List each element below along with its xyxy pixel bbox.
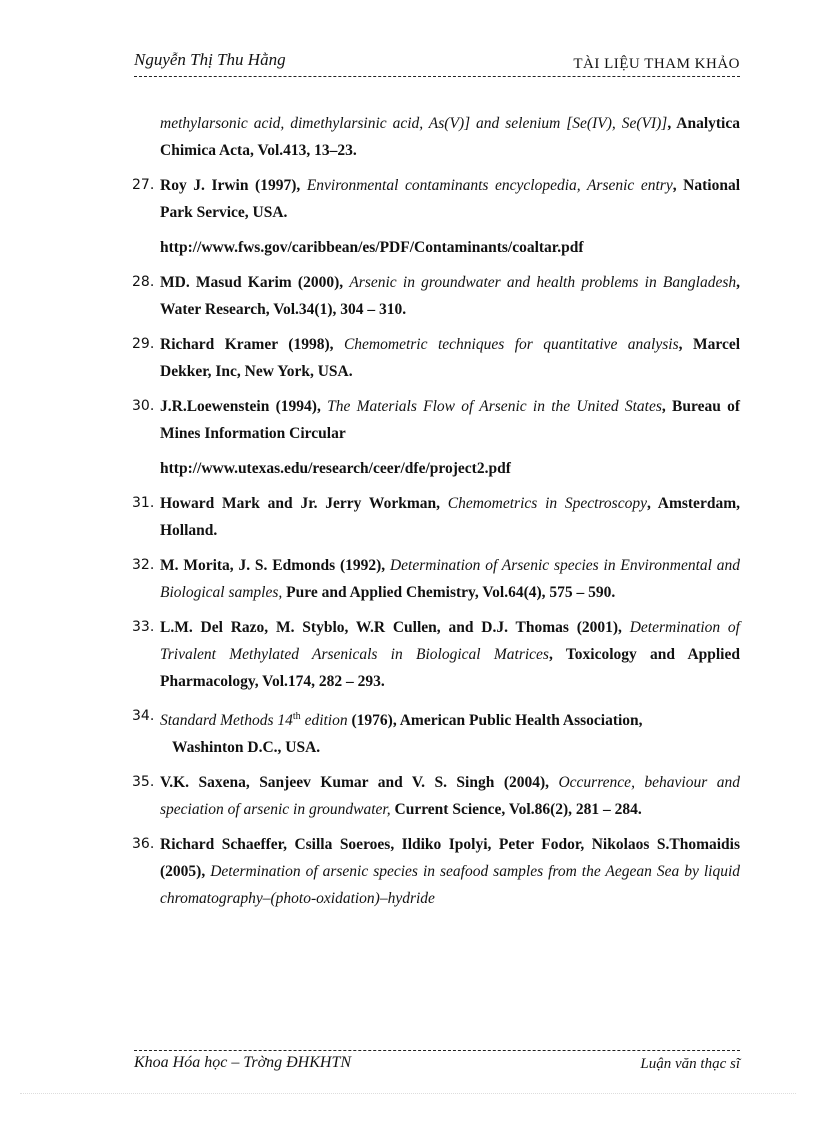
reference-27 bbox=[132, 172, 740, 226]
reference-33 bbox=[132, 614, 740, 695]
reference-title-superscript: th bbox=[292, 711, 301, 722]
reference-title: Determination of Arsenic species in Environmental and Biological samples, bbox=[160, 557, 741, 601]
reference-continuation bbox=[132, 110, 740, 164]
reference-title: methylarsonic acid, dimethylarsinic acid, As(V)] and selenium [Se(IV), Se(VI)] bbox=[160, 115, 668, 132]
header-author: Nguyễn Thị Thu Hằng bbox=[134, 50, 286, 69]
reference-32 bbox=[132, 552, 740, 606]
reference-number: 30. bbox=[132, 398, 155, 414]
reference-title: Occurrence, behaviour and speciation of arsenic in groundwater, bbox=[160, 774, 740, 819]
page-header bbox=[134, 50, 740, 78]
reference-source: , Toxicology and Applied Pharmacology, Vol.174, 282 – 293. bbox=[160, 646, 740, 690]
reference-source: , National Park Service, USA. bbox=[160, 177, 740, 221]
reference-title: Environmental contaminants encyclopedia, Arsenic entry bbox=[306, 177, 673, 194]
reference-number: 31. bbox=[132, 495, 155, 511]
page-edge-divider bbox=[20, 1093, 796, 1094]
reference-authors: V.K. Saxena, Sanjeev Kumar and V. S. Singh (2004), bbox=[160, 774, 559, 792]
reference-url: http://www.fws.gov/caribbean/es/PDF/Contaminants/coaltar.pdf bbox=[160, 239, 584, 256]
page-footer bbox=[134, 1054, 740, 1078]
reference-number: 27. bbox=[132, 177, 155, 193]
reference-title-end: edition bbox=[300, 712, 348, 730]
reference-29 bbox=[132, 331, 740, 385]
reference-authors: M. Morita, J. S. Edmonds (1992), bbox=[160, 557, 390, 574]
reference-title: Arsenic in groundwater and health problems in Bangladesh bbox=[349, 274, 737, 291]
header-divider bbox=[134, 76, 740, 77]
reference-source: , Bureau of Mines Information Circular bbox=[160, 398, 740, 442]
reference-31 bbox=[132, 490, 740, 544]
reference-source: , Water Research, Vol.34(1), 304 – 310. bbox=[160, 274, 740, 318]
reference-number: 35. bbox=[132, 774, 155, 791]
reference-url: http://www.utexas.edu/research/ceer/dfe/project2.pdf bbox=[160, 460, 511, 477]
reference-title: Determination of arsenic species in seafood samples from the Aegean Sea by liquid chromatography–(photo-oxidation)–hydride bbox=[160, 863, 740, 908]
header-section-title: TÀI LIỆU THAM KHẢO bbox=[573, 56, 740, 72]
footer-thesis-label: Luận văn thạc sĩ bbox=[640, 1056, 740, 1072]
reference-number: 32. bbox=[132, 557, 155, 573]
reference-number: 34. bbox=[132, 708, 155, 724]
reference-36 bbox=[132, 831, 740, 912]
reference-number: 29. bbox=[132, 336, 155, 352]
reference-source: Pure and Applied Chemistry, Vol.64(4), 575 – 590. bbox=[282, 584, 616, 601]
reference-title: Determination of Trivalent Methylated Arsenicals in Biological Matrices bbox=[160, 619, 740, 663]
reference-title: The Materials Flow of Arsenic in the United States bbox=[327, 398, 662, 415]
reference-number: 28. bbox=[132, 274, 155, 290]
footer-faculty: Khoa Hóa học – Trờng ĐHKHTN bbox=[134, 1054, 352, 1071]
reference-authors: J.R.Loewenstein (1994), bbox=[160, 398, 328, 415]
reference-title: Chemometric techniques for quantitative analysis bbox=[343, 336, 679, 353]
reference-authors: L.M. Del Razo, M. Styblo, W.R Cullen, and D.J. Thomas (2001), bbox=[160, 619, 630, 636]
reference-number: 36. bbox=[132, 836, 155, 853]
reference-source: , Analytica Chimica Acta, Vol.413, 13–23. bbox=[160, 115, 740, 159]
reference-location: Washinton D.C., USA. bbox=[172, 739, 321, 757]
reference-authors: Richard Schaeffer, Csilla Soeroes, Ildiko Ipolyi, Peter Fodor, Nikolaos S.Thomaidis (2005), bbox=[160, 836, 740, 881]
reference-list bbox=[132, 110, 740, 920]
reference-authors: Roy J. Irwin (1997), bbox=[160, 177, 307, 194]
reference-30 bbox=[132, 393, 740, 447]
reference-authors: Richard Kramer (1998), bbox=[160, 336, 344, 353]
reference-authors: MD. Masud Karim (2000), bbox=[160, 274, 350, 291]
reference-34 bbox=[132, 703, 740, 761]
reference-source: Current Science, Vol.86(2), 281 – 284. bbox=[390, 801, 642, 819]
reference-title: Standard Methods 14 bbox=[160, 712, 293, 730]
reference-35 bbox=[132, 769, 740, 823]
reference-authors: Howard Mark and Jr. Jerry Workman, bbox=[160, 495, 448, 512]
reference-28 bbox=[132, 269, 740, 323]
reference-title: Chemometrics in Spectroscopy bbox=[447, 495, 647, 512]
reference-number: 33. bbox=[132, 619, 155, 635]
reference-source: , Marcel Dekker, Inc, New York, USA. bbox=[160, 336, 741, 380]
footer-divider bbox=[134, 1050, 740, 1051]
reference-source: (1976), American Public Health Association, bbox=[347, 712, 643, 730]
reference-source: , Amsterdam, Holland. bbox=[160, 495, 740, 539]
